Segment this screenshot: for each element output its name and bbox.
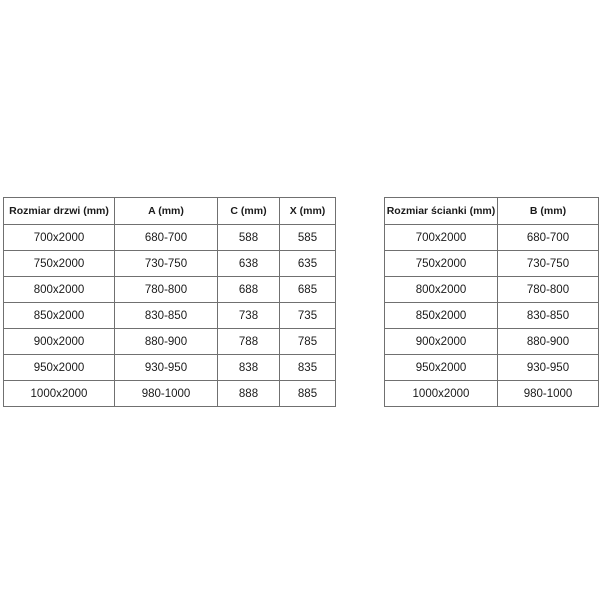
table-row xyxy=(385,225,599,251)
cell-wall-size: 800x2000 xyxy=(385,277,498,303)
header-a: A (mm) xyxy=(115,198,218,225)
cell-door-size: 950x2000 xyxy=(4,355,115,381)
table-row xyxy=(4,381,336,407)
cell-a: 980-1000 xyxy=(115,381,218,407)
cell-x: 785 xyxy=(280,329,336,355)
cell-c: 638 xyxy=(218,251,280,277)
table-row xyxy=(385,329,599,355)
cell-x: 735 xyxy=(280,303,336,329)
cell-wall-size: 850x2000 xyxy=(385,303,498,329)
table-row xyxy=(385,277,599,303)
table-row xyxy=(385,251,599,277)
table-row xyxy=(385,303,599,329)
cell-c: 738 xyxy=(218,303,280,329)
header-b: B (mm) xyxy=(498,198,599,225)
cell-door-size: 900x2000 xyxy=(4,329,115,355)
cell-c: 588 xyxy=(218,225,280,251)
cell-c: 838 xyxy=(218,355,280,381)
cell-door-size: 700x2000 xyxy=(4,225,115,251)
table-header-row xyxy=(4,198,336,225)
cell-door-size: 850x2000 xyxy=(4,303,115,329)
cell-x: 835 xyxy=(280,355,336,381)
cell-c: 888 xyxy=(218,381,280,407)
table-row xyxy=(385,381,599,407)
cell-a: 880-900 xyxy=(115,329,218,355)
table-header-row xyxy=(385,198,599,225)
cell-a: 830-850 xyxy=(115,303,218,329)
cell-b: 930-950 xyxy=(498,355,599,381)
cell-a: 680-700 xyxy=(115,225,218,251)
wall-size-table xyxy=(384,197,599,407)
cell-b: 780-800 xyxy=(498,277,599,303)
cell-wall-size: 700x2000 xyxy=(385,225,498,251)
table-row xyxy=(385,355,599,381)
cell-b: 830-850 xyxy=(498,303,599,329)
cell-b: 730-750 xyxy=(498,251,599,277)
table-row xyxy=(4,355,336,381)
table-row xyxy=(4,251,336,277)
header-x: X (mm) xyxy=(280,198,336,225)
cell-b: 980-1000 xyxy=(498,381,599,407)
cell-wall-size: 750x2000 xyxy=(385,251,498,277)
cell-c: 688 xyxy=(218,277,280,303)
header-door-size: Rozmiar drzwi (mm) xyxy=(4,198,115,225)
cell-x: 585 xyxy=(280,225,336,251)
cell-door-size: 800x2000 xyxy=(4,277,115,303)
cell-wall-size: 900x2000 xyxy=(385,329,498,355)
cell-door-size: 1000x2000 xyxy=(4,381,115,407)
cell-x: 685 xyxy=(280,277,336,303)
cell-a: 730-750 xyxy=(115,251,218,277)
cell-b: 880-900 xyxy=(498,329,599,355)
cell-x: 885 xyxy=(280,381,336,407)
cell-a: 930-950 xyxy=(115,355,218,381)
table-row xyxy=(4,277,336,303)
table-row xyxy=(4,303,336,329)
cell-wall-size: 950x2000 xyxy=(385,355,498,381)
cell-x: 635 xyxy=(280,251,336,277)
cell-wall-size: 1000x2000 xyxy=(385,381,498,407)
header-wall-size: Rozmiar ścianki (mm) xyxy=(385,198,498,225)
door-size-table xyxy=(3,197,336,407)
cell-door-size: 750x2000 xyxy=(4,251,115,277)
header-c: C (mm) xyxy=(218,198,280,225)
cell-a: 780-800 xyxy=(115,277,218,303)
cell-b: 680-700 xyxy=(498,225,599,251)
table-row xyxy=(4,225,336,251)
table-row xyxy=(4,329,336,355)
cell-c: 788 xyxy=(218,329,280,355)
